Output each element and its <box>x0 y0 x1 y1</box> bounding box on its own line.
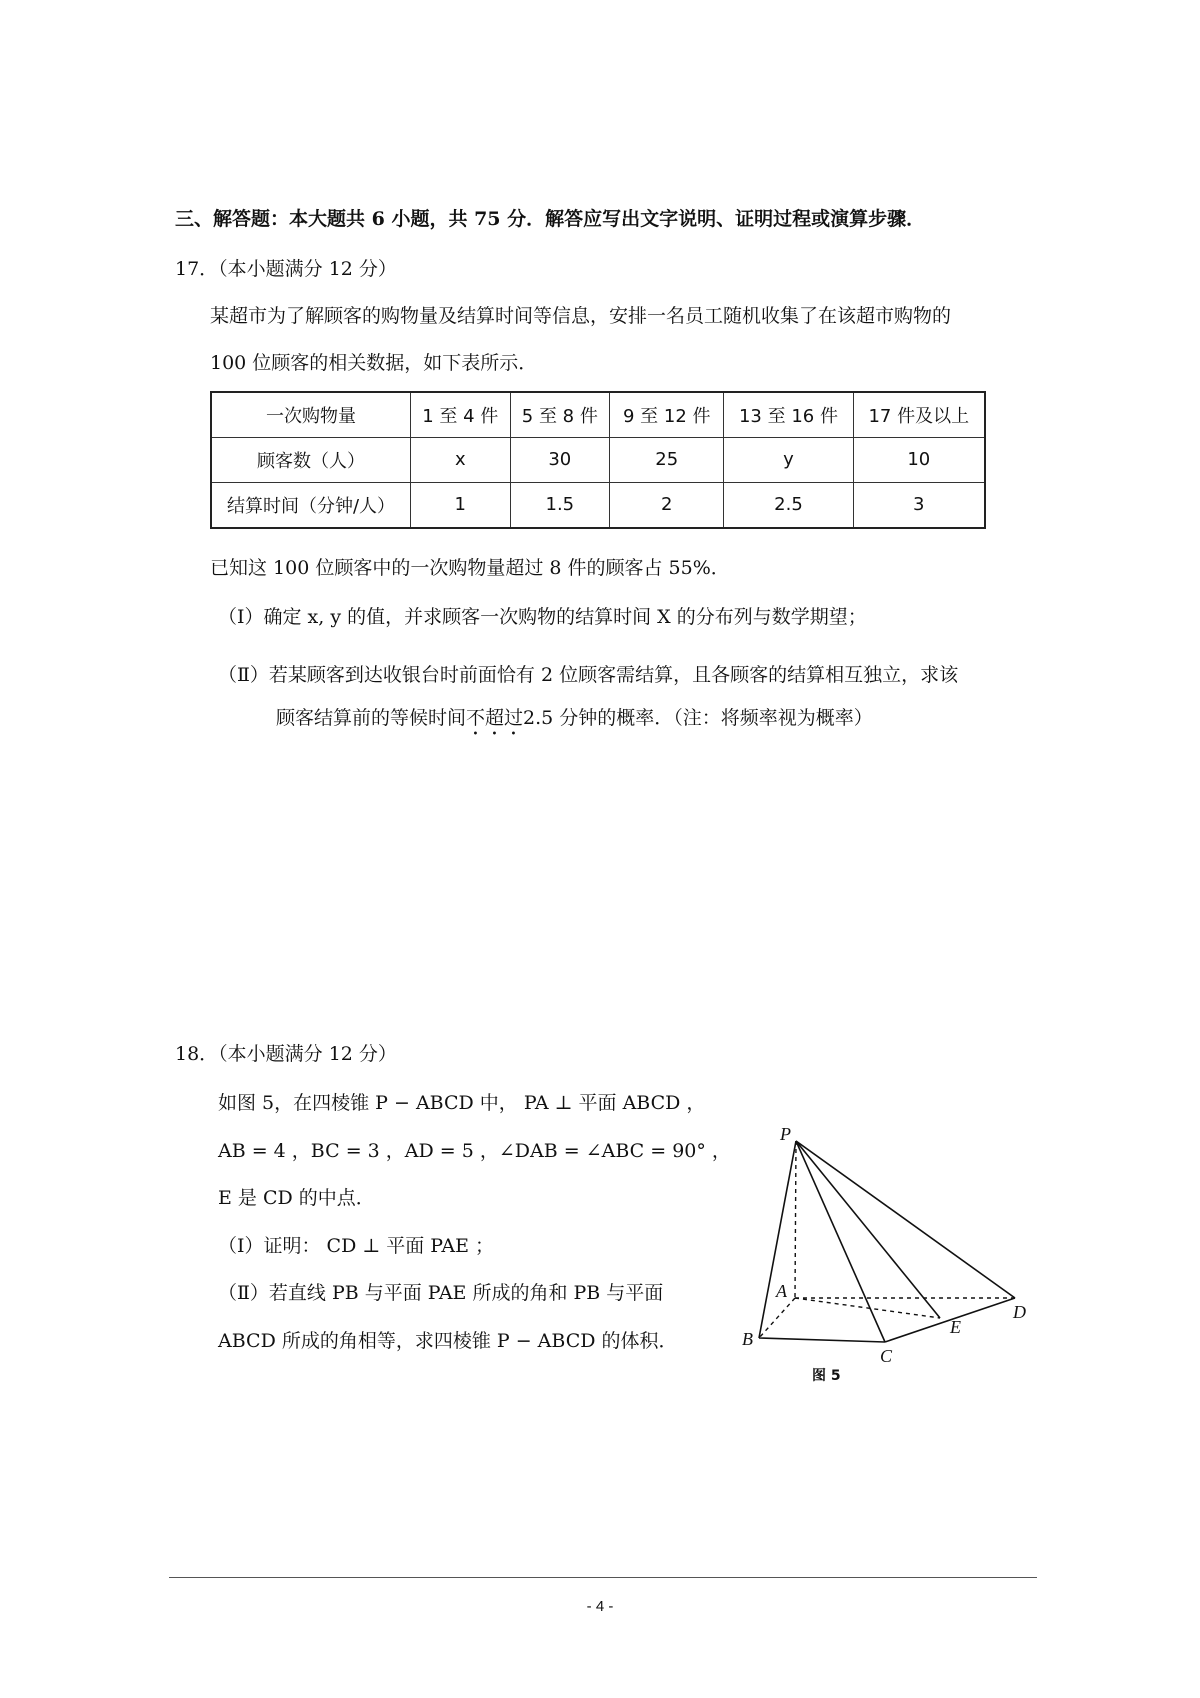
table-cell: 5 至 8 件 <box>510 392 610 438</box>
q17-known-condition: 已知这 100 位顾客中的一次购物量超过 8 件的顾客占 55%． <box>210 557 730 579</box>
edge-PB <box>759 1141 796 1338</box>
footer-divider <box>169 1577 1037 1578</box>
table-cell: x <box>411 438 511 483</box>
section-heading: 三、解答题：本大题共 6 小题，共 75 分．解答应写出文字说明、证明过程或演算步骤． <box>175 208 926 230</box>
table-cell: 1.5 <box>510 482 610 528</box>
table-cell: 1 至 4 件 <box>411 392 511 438</box>
label-A: A <box>776 1281 787 1301</box>
edge-PA <box>795 1141 796 1298</box>
label-B: B <box>742 1329 753 1349</box>
table-cell: 2.5 <box>724 482 853 528</box>
q18-line3: E 是 CD 的中点． <box>218 1187 375 1209</box>
table-cell: 30 <box>510 438 610 483</box>
table-cell: y <box>724 438 853 483</box>
q17-part1: （Ⅰ）确定 x, y 的值，并求顾客一次购物的结算时间 X 的分布列与数学期望； <box>218 606 867 628</box>
edge-BC <box>759 1338 885 1342</box>
table-cell: 结算时间（分钟/人） <box>211 482 411 528</box>
q18-line1: 如图 5，在四棱锥 P − ABCD 中， PA ⊥ 平面 ABCD ， <box>218 1092 706 1114</box>
label-E: E <box>950 1317 961 1337</box>
table-cell: 9 至 12 件 <box>610 392 724 438</box>
q17-title: 17．（本小题满分 12 分） <box>175 258 397 280</box>
edge-AB <box>759 1298 795 1338</box>
q18-title: 18．（本小题满分 12 分） <box>175 1043 397 1065</box>
page-number: - 4 - <box>586 1598 614 1615</box>
q17-part2-line2-a: 顾客结算前的等候时间 <box>276 707 467 729</box>
table-cell: 顾客数（人） <box>211 438 411 483</box>
figure-caption: 图 5 <box>812 1368 841 1384</box>
q17-data-table <box>210 391 986 529</box>
q18-part2-line2: ABCD 所成的角相等，求四棱锥 P − ABCD 的体积． <box>218 1330 678 1352</box>
q18-line2: AB = 4 ，BC = 3 ，AD = 5 ，∠DAB = ∠ABC = 90° ， <box>218 1140 731 1162</box>
table-cell: 1 <box>411 482 511 528</box>
q17-intro-line2: 100 位顾客的相关数据，如下表所示． <box>210 352 538 374</box>
label-D: D <box>1013 1302 1026 1322</box>
table-cell: 一次购物量 <box>211 392 411 438</box>
table-row <box>211 482 985 528</box>
table-cell: 13 至 16 件 <box>724 392 853 438</box>
table-cell: 17 件及以上 <box>853 392 985 438</box>
q18-part1: （Ⅰ）证明： CD ⊥ 平面 PAE ； <box>218 1235 494 1257</box>
table-cell: 2 <box>610 482 724 528</box>
edge-PC <box>796 1141 885 1342</box>
pyramid-figure <box>735 1110 1035 1400</box>
q17-part2-line2 <box>276 705 873 740</box>
label-C: C <box>880 1346 893 1366</box>
table-cell: 25 <box>610 438 724 483</box>
q17-part2-emphasis: 不超过 <box>466 707 524 729</box>
q17-part2-line2-b: 2.5 分钟的概率．（注：将频率视为概率） <box>523 707 873 729</box>
q17-part2-line1: （Ⅱ）若某顾客到达收银台时前面恰有 2 位顾客需结算，且各顾客的结算相互独立，求该 <box>218 664 959 686</box>
table-row <box>211 392 985 438</box>
q17-intro-line1: 某超市为了解顾客的购物量及结算时间等信息，安排一名员工随机收集了在该超市购物的 <box>210 305 952 327</box>
table-cell: 10 <box>853 438 985 483</box>
table-row <box>211 438 985 483</box>
q18-part2-line1: （Ⅱ）若直线 PB 与平面 PAE 所成的角和 PB 与平面 <box>218 1282 664 1304</box>
table-cell: 3 <box>853 482 985 528</box>
label-P: P <box>780 1124 791 1144</box>
